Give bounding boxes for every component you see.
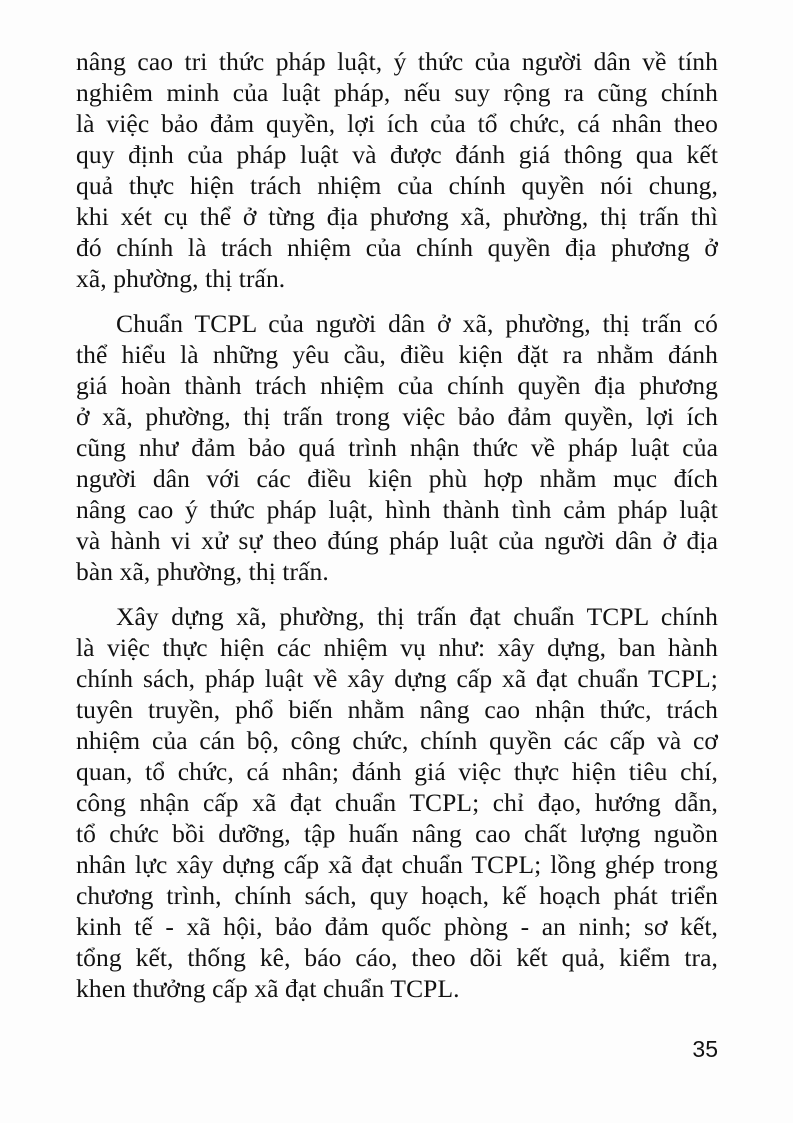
- text-line: cũng như đảm bảo quá trình nhận thức về pháp luật của: [76, 433, 718, 462]
- text-line: giá hoàn thành trách nhiệm của chính quyền địa phương: [76, 371, 718, 400]
- text-line: đó chính là trách nhiệm của chính quyền địa phương ở: [76, 233, 718, 262]
- text-line: ở xã, phường, thị trấn trong việc bảo đảm quyền, lợi ích: [76, 402, 718, 431]
- text-line: chương trình, chính sách, quy hoạch, kế hoạch phát triển: [76, 881, 718, 910]
- paragraph: [76, 46, 718, 294]
- text-line: là việc bảo đảm quyền, lợi ích của tổ chức, cá nhân theo: [76, 109, 718, 138]
- text-line: quả thực hiện trách nhiệm của chính quyền nói chung,: [76, 171, 718, 200]
- text-line: và hành vi xử sự theo đúng pháp luật của người dân ở địa: [76, 526, 718, 555]
- text-line: công nhận cấp xã đạt chuẩn TCPL; chỉ đạo, hướng dẫn,: [76, 788, 718, 817]
- paragraph: [76, 601, 718, 1004]
- text-line: tổ chức bồi dưỡng, tập huấn nâng cao chất lượng nguồn: [76, 819, 718, 848]
- text-line: khen thưởng cấp xã đạt chuẩn TCPL.: [76, 974, 460, 1003]
- text-line: tổng kết, thống kê, báo cáo, theo dõi kết quả, kiểm tra,: [76, 943, 718, 972]
- text-line: nâng cao ý thức pháp luật, hình thành tình cảm pháp luật: [76, 495, 718, 524]
- text-line: quy định của pháp luật và được đánh giá thông qua kết: [76, 140, 718, 169]
- text-line: người dân với các điều kiện phù hợp nhằm mục đích: [76, 464, 718, 493]
- text-line: nâng cao tri thức pháp luật, ý thức của người dân về tính: [76, 47, 718, 76]
- page-text: [76, 46, 718, 1004]
- text-line: nhiệm của cán bộ, công chức, chính quyền các cấp và cơ: [76, 726, 718, 755]
- text-line: nghiêm minh của luật pháp, nếu suy rộng ra cũng chính: [76, 78, 718, 107]
- text-line: kinh tế - xã hội, bảo đảm quốc phòng - an ninh; sơ kết,: [76, 912, 718, 941]
- text-line: tuyên truyền, phổ biến nhằm nâng cao nhận thức, trách: [76, 695, 718, 724]
- page-number: 35: [692, 1036, 718, 1062]
- text-line: Xây dựng xã, phường, thị trấn đạt chuẩn TCPL chính: [116, 602, 718, 631]
- text-line: xã, phường, thị trấn.: [76, 264, 286, 293]
- paragraph: [76, 308, 718, 587]
- text-line: bàn xã, phường, thị trấn.: [76, 557, 329, 586]
- text-line: là việc thực hiện các nhiệm vụ như: xây dựng, ban hành: [76, 633, 718, 662]
- text-line: nhân lực xây dựng cấp xã đạt chuẩn TCPL; lồng ghép trong: [76, 850, 718, 879]
- text-line: quan, tổ chức, cá nhân; đánh giá việc thực hiện tiêu chí,: [76, 757, 718, 786]
- text-line: thể hiểu là những yêu cầu, điều kiện đặt ra nhằm đánh: [76, 340, 718, 369]
- text-line: chính sách, pháp luật về xây dựng cấp xã đạt chuẩn TCPL;: [76, 664, 718, 693]
- text-line: khi xét cụ thể ở từng địa phương xã, phường, thị trấn thì: [76, 202, 718, 231]
- text-line: Chuẩn TCPL của người dân ở xã, phường, thị trấn có: [116, 309, 718, 338]
